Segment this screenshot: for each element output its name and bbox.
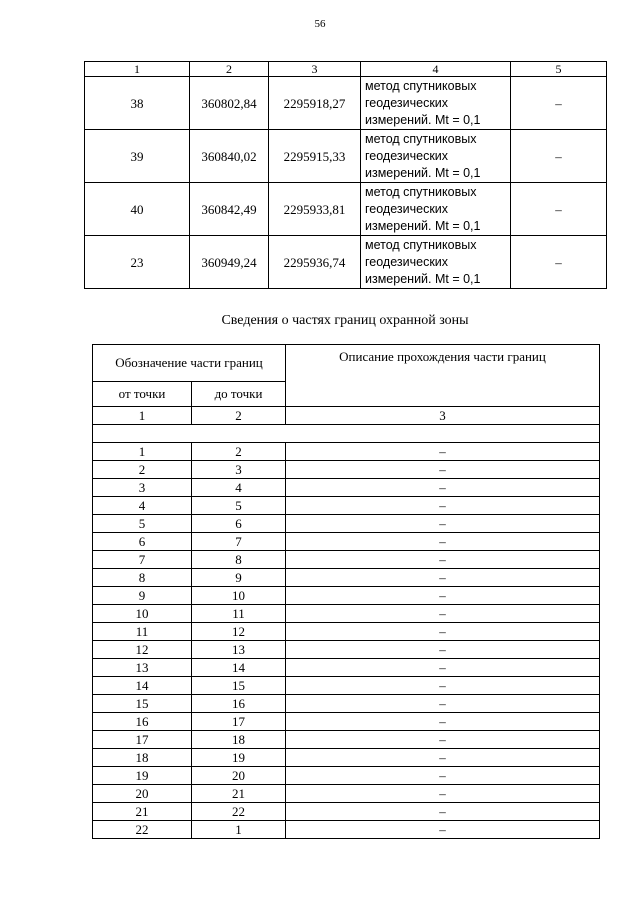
to-point-cell: 9 [192, 569, 286, 587]
to-point-cell: 19 [192, 749, 286, 767]
boundary-part-row [93, 785, 600, 803]
to-point-cell: 22 [192, 803, 286, 821]
to-point-cell: 17 [192, 713, 286, 731]
description-cell: – [286, 821, 600, 839]
description-cell: – [286, 623, 600, 641]
method-line: геодезических [365, 95, 449, 110]
to-point-cell: 8 [192, 551, 286, 569]
point-cell: 40 [85, 183, 190, 236]
point-cell: 23 [85, 236, 190, 289]
coordinate-row [85, 236, 607, 289]
method-line: измерений. Mt = 0,1 [365, 165, 481, 180]
to-point-cell: 3 [192, 461, 286, 479]
from-point-cell: 22 [93, 821, 192, 839]
description-cell: – [286, 731, 600, 749]
description-cell: – [286, 677, 600, 695]
to-point-cell: 14 [192, 659, 286, 677]
method-line: геодезических [365, 254, 449, 269]
boundary-part-row [93, 569, 600, 587]
x-coordinate-cell: 360842,49 [190, 183, 269, 236]
method-line: метод спутниковых [365, 78, 477, 93]
x-coordinate-cell: 360840,02 [190, 130, 269, 183]
to-point-header: до точки [192, 382, 286, 407]
parts-header-row [93, 345, 600, 382]
from-point-cell: 10 [93, 605, 192, 623]
to-point-cell: 15 [192, 677, 286, 695]
from-point-cell: 7 [93, 551, 192, 569]
y-coordinate-cell: 2295915,33 [269, 130, 361, 183]
column-number: 1 [85, 62, 190, 77]
method-cell [361, 236, 511, 289]
description-cell: – [286, 443, 600, 461]
description-cell: – [286, 641, 600, 659]
from-point-cell: 21 [93, 803, 192, 821]
column-number: 5 [511, 62, 607, 77]
page-number: 56 [314, 18, 326, 30]
method-line: метод спутниковых [365, 237, 477, 252]
method-line: измерений. Mt = 0,1 [365, 271, 481, 286]
to-point-cell: 10 [192, 587, 286, 605]
column-number: 1 [93, 407, 192, 425]
description-cell: – [286, 533, 600, 551]
empty-row [93, 425, 600, 443]
section-title: Сведения о частях границ охранной зоны [221, 313, 469, 328]
method-line: геодезических [365, 148, 449, 163]
to-point-cell: 11 [192, 605, 286, 623]
to-point-cell: 16 [192, 695, 286, 713]
x-coordinate-cell: 360802,84 [190, 77, 269, 130]
to-point-cell: 5 [192, 497, 286, 515]
method-cell [361, 130, 511, 183]
group-header: Обозначение части границ [93, 345, 286, 382]
to-point-cell: 7 [192, 533, 286, 551]
column5-cell: – [511, 183, 607, 236]
coordinates-table [84, 61, 607, 289]
empty-cell [93, 425, 600, 443]
from-point-cell: 12 [93, 641, 192, 659]
boundary-part-row [93, 695, 600, 713]
method-line: геодезических [365, 201, 449, 216]
boundary-part-row [93, 821, 600, 839]
description-cell: – [286, 767, 600, 785]
method-line: измерений. Mt = 0,1 [365, 218, 481, 233]
from-point-header: от точки [93, 382, 192, 407]
boundary-part-row [93, 731, 600, 749]
description-cell: – [286, 461, 600, 479]
boundary-part-row [93, 641, 600, 659]
method-cell [361, 77, 511, 130]
y-coordinate-cell: 2295918,27 [269, 77, 361, 130]
boundary-part-row [93, 479, 600, 497]
description-cell: – [286, 659, 600, 677]
to-point-cell: 1 [192, 821, 286, 839]
description-cell: – [286, 551, 600, 569]
from-point-cell: 15 [93, 695, 192, 713]
boundary-part-row [93, 767, 600, 785]
boundary-part-row [93, 443, 600, 461]
description-cell: – [286, 569, 600, 587]
boundary-part-row [93, 659, 600, 677]
method-line: метод спутниковых [365, 131, 477, 146]
description-cell: – [286, 749, 600, 767]
description-cell: – [286, 713, 600, 731]
from-point-cell: 1 [93, 443, 192, 461]
column-number: 3 [269, 62, 361, 77]
column5-cell: – [511, 130, 607, 183]
coordinates-table-body [85, 62, 607, 289]
to-point-cell: 20 [192, 767, 286, 785]
boundary-part-row [93, 587, 600, 605]
from-point-cell: 16 [93, 713, 192, 731]
from-point-cell: 17 [93, 731, 192, 749]
description-cell: – [286, 695, 600, 713]
description-cell: – [286, 587, 600, 605]
from-point-cell: 9 [93, 587, 192, 605]
to-point-cell: 12 [192, 623, 286, 641]
method-cell [361, 183, 511, 236]
boundary-part-row [93, 623, 600, 641]
boundary-part-row [93, 515, 600, 533]
boundary-part-row [93, 461, 600, 479]
description-cell: – [286, 515, 600, 533]
boundary-part-row [93, 551, 600, 569]
boundary-part-row [93, 533, 600, 551]
method-line: измерений. Mt = 0,1 [365, 112, 481, 127]
from-point-cell: 19 [93, 767, 192, 785]
to-point-cell: 2 [192, 443, 286, 461]
coordinate-row [85, 130, 607, 183]
description-cell: – [286, 803, 600, 821]
to-point-cell: 4 [192, 479, 286, 497]
from-point-cell: 3 [93, 479, 192, 497]
description-cell: – [286, 785, 600, 803]
boundary-part-row [93, 677, 600, 695]
column-number: 2 [192, 407, 286, 425]
x-coordinate-cell: 360949,24 [190, 236, 269, 289]
from-point-cell: 4 [93, 497, 192, 515]
from-point-cell: 13 [93, 659, 192, 677]
coordinate-row [85, 183, 607, 236]
from-point-cell: 20 [93, 785, 192, 803]
from-point-cell: 2 [93, 461, 192, 479]
column5-cell: – [511, 77, 607, 130]
boundary-part-row [93, 803, 600, 821]
to-point-cell: 18 [192, 731, 286, 749]
to-point-cell: 13 [192, 641, 286, 659]
to-point-cell: 21 [192, 785, 286, 803]
column-number: 2 [190, 62, 269, 77]
coordinates-header-row [85, 62, 607, 77]
to-point-cell: 6 [192, 515, 286, 533]
boundary-part-row [93, 713, 600, 731]
y-coordinate-cell: 2295936,74 [269, 236, 361, 289]
point-cell: 38 [85, 77, 190, 130]
from-point-cell: 8 [93, 569, 192, 587]
boundary-part-row [93, 605, 600, 623]
boundary-part-row [93, 749, 600, 767]
y-coordinate-cell: 2295933,81 [269, 183, 361, 236]
boundary-part-row [93, 497, 600, 515]
column-numbers-row [93, 407, 600, 425]
from-point-cell: 6 [93, 533, 192, 551]
column-number: 4 [361, 62, 511, 77]
column-number: 3 [286, 407, 600, 425]
boundary-parts-table [92, 344, 600, 839]
description-cell: – [286, 479, 600, 497]
coordinate-row [85, 77, 607, 130]
boundary-parts-table-body [93, 345, 600, 839]
from-point-cell: 14 [93, 677, 192, 695]
description-cell: – [286, 497, 600, 515]
description-cell: – [286, 605, 600, 623]
from-point-cell: 5 [93, 515, 192, 533]
method-line: метод спутниковых [365, 184, 477, 199]
point-cell: 39 [85, 130, 190, 183]
from-point-cell: 11 [93, 623, 192, 641]
from-point-cell: 18 [93, 749, 192, 767]
description-header: Описание прохождения части границ [286, 345, 600, 407]
column5-cell: – [511, 236, 607, 289]
